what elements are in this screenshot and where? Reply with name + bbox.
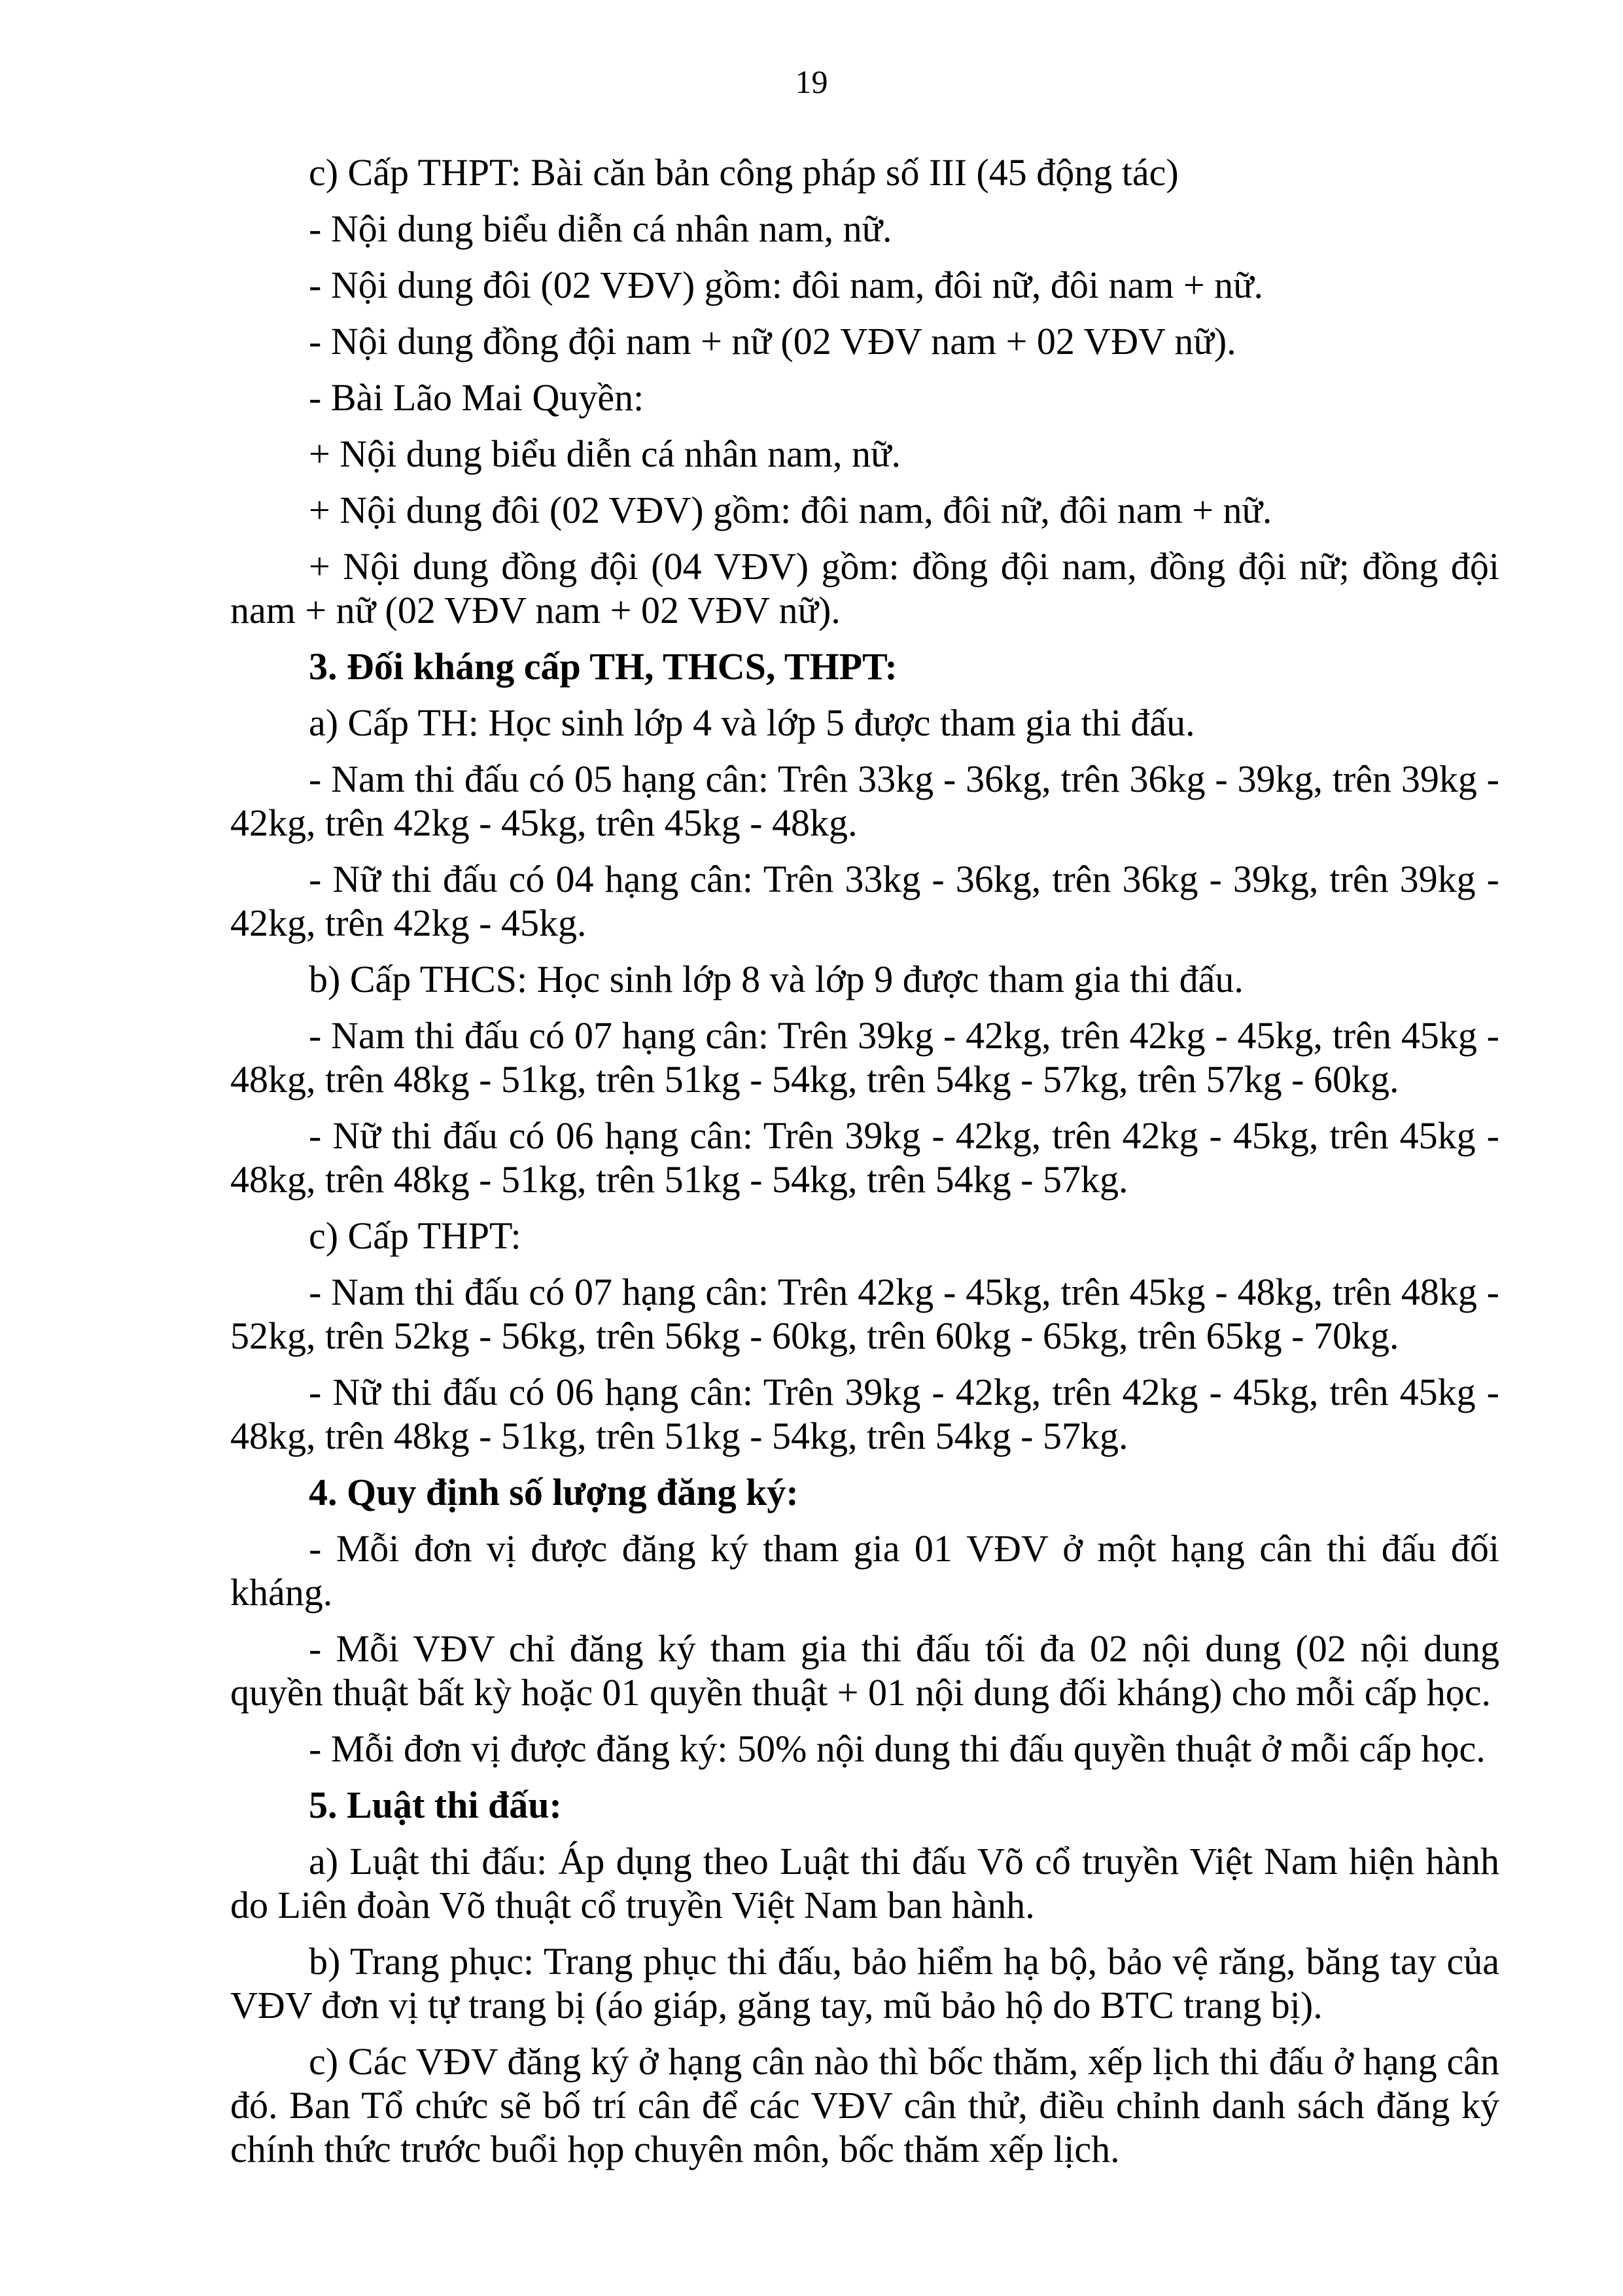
- paragraph-thcs-male-weights: - Nam thi đấu có 07 hạng cân: Trên 39kg - 42kg, trên 42kg - 45kg, trên 45kg - 48kg, trên 48kg - 51kg, trên 51kg - 54kg, trên 54kg - 57kg, trên 57kg - 60kg.: [230, 1014, 1499, 1101]
- section-heading-rules: 5. Luật thi đấu:: [309, 1784, 562, 1826]
- paragraph-pairs: - Nội dung đôi (02 VĐV) gồm: đôi nam, đôi nữ, đôi nam + nữ.: [309, 264, 1264, 306]
- paragraph-thpt-basic-routine: c) Cấp THPT: Bài căn bản công pháp số III (45 động tác): [309, 151, 1179, 194]
- paragraph-th-male-weights: - Nam thi đấu có 05 hạng cân: Trên 33kg - 36kg, trên 36kg - 39kg, trên 39kg - 42kg, trên 42kg - 45kg, trên 45kg - 48kg.: [230, 758, 1499, 844]
- paragraph-rules-a: a) Luật thi đấu: Áp dụng theo Luật thi đấu Võ cổ truyền Việt Nam hiện hành do Liên đoàn Võ thuật cổ truyền Việt Nam ban hành.: [230, 1840, 1499, 1926]
- paragraph-thpt-male-weights: - Nam thi đấu có 07 hạng cân: Trên 42kg - 45kg, trên 45kg - 48kg, trên 48kg - 52kg, trên 52kg - 56kg, trên 56kg - 60kg, trên 60kg - 65kg, trên 65kg - 70kg.: [230, 1271, 1499, 1357]
- paragraph-registration-3: - Mỗi đơn vị được đăng ký: 50% nội dung thi đấu quyền thuật ở mỗi cấp học.: [309, 1727, 1486, 1770]
- paragraph-registration-1: - Mỗi đơn vị được đăng ký tham gia 01 VĐV ở một hạng cân thi đấu đối kháng.: [230, 1527, 1499, 1614]
- page-number: 19: [795, 63, 828, 100]
- paragraph-registration-2: - Mỗi VĐV chỉ đăng ký tham gia thi đấu tối đa 02 nội dung (02 nội dung quyền thuật bất kỳ hoặc 01 quyền thuật + 01 nội dung đối kháng) cho mỗi cấp học.: [230, 1627, 1499, 1714]
- document-body: [230, 150, 1499, 2183]
- paragraph-rules-c: c) Các VĐV đăng ký ở hạng cân nào thì bốc thăm, xếp lịch thi đấu ở hạng cân đó. Ban Tổ chức sẽ bố trí cân để các VĐV cân thử, điều chỉnh danh sách đăng ký chính thức trước buổi họp chuyên môn, bốc thăm xếp lịch.: [230, 2040, 1499, 2170]
- paragraph-th-female-weights: - Nữ thi đấu có 04 hạng cân: Trên 33kg - 36kg, trên 36kg - 39kg, trên 39kg - 42kg, trên 42kg - 45kg.: [230, 858, 1499, 944]
- paragraph-thpt-level: c) Cấp THPT:: [309, 1214, 521, 1257]
- paragraph-individual: - Nội dung biểu diễn cá nhân nam, nữ.: [309, 207, 892, 250]
- paragraph-th-level: a) Cấp TH: Học sinh lớp 4 và lớp 5 được tham gia thi đấu.: [309, 701, 1195, 744]
- paragraph-team: - Nội dung đồng đội nam + nữ (02 VĐV nam + 02 VĐV nữ).: [309, 320, 1236, 362]
- paragraph-lmq-individual: + Nội dung biểu diễn cá nhân nam, nữ.: [309, 433, 901, 475]
- paragraph-thcs-female-weights: - Nữ thi đấu có 06 hạng cân: Trên 39kg - 42kg, trên 42kg - 45kg, trên 45kg - 48kg, trên 48kg - 51kg, trên 51kg - 54kg, trên 54kg - 57kg.: [230, 1114, 1499, 1201]
- paragraph-lmq-team: + Nội dung đồng đội (04 VĐV) gồm: đồng đội nam, đồng đội nữ; đồng đội nam + nữ (02 VĐV nam + 02 VĐV nữ).: [230, 545, 1499, 631]
- paragraph-lao-mai-quyen: - Bài Lão Mai Quyền:: [309, 376, 644, 419]
- paragraph-rules-b: b) Trang phục: Trang phục thi đấu, bảo hiểm hạ bộ, bảo vệ răng, băng tay của VĐV đơn vị tự trang bị (áo giáp, găng tay, mũ bảo hộ do BTC trang bị).: [230, 1940, 1499, 2026]
- section-heading-registration: 4. Quy định số lượng đăng ký:: [309, 1471, 799, 1513]
- paragraph-thcs-level: b) Cấp THCS: Học sinh lớp 8 và lớp 9 được tham gia thi đấu.: [309, 958, 1244, 1000]
- paragraph-thpt-female-weights: - Nữ thi đấu có 06 hạng cân: Trên 39kg - 42kg, trên 42kg - 45kg, trên 45kg - 48kg, trên 48kg - 51kg, trên 51kg - 54kg, trên 54kg - 57kg.: [230, 1371, 1499, 1457]
- section-heading-sparring: 3. Đối kháng cấp TH, THCS, THPT:: [309, 645, 898, 688]
- paragraph-lmq-pairs: + Nội dung đôi (02 VĐV) gồm: đôi nam, đôi nữ, đôi nam + nữ.: [309, 489, 1272, 531]
